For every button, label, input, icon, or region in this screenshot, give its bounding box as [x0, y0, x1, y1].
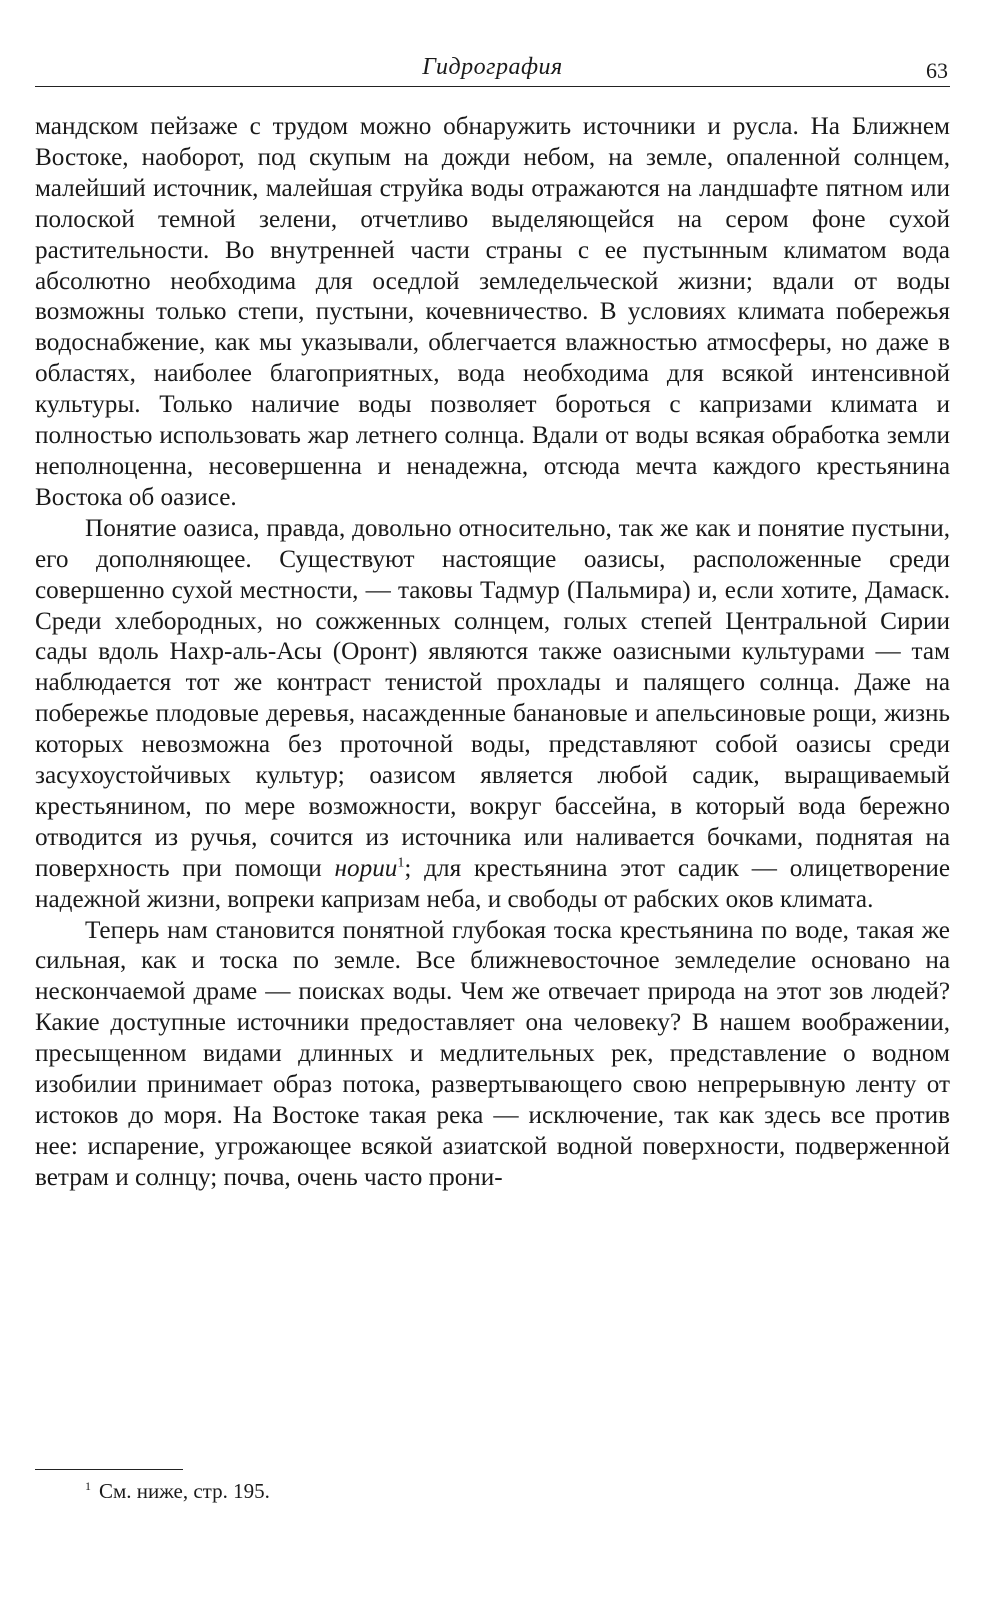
- footnote-reference: 1: [397, 855, 405, 871]
- paragraph-2-text-after: ; для крестьянина этот садик — олицетворение надежной жизни, вопреки капризам неба, и свободы от рабских оков климата.: [35, 854, 950, 913]
- page-number: 63: [926, 58, 948, 83]
- italic-term-noria: нории: [334, 854, 398, 882]
- body-text: [35, 112, 950, 1194]
- footnote-divider: [35, 1469, 183, 1470]
- running-header: [35, 52, 950, 87]
- paragraph-3: [35, 916, 950, 1194]
- running-title: Гидрография: [422, 54, 563, 80]
- paragraph-2: [35, 514, 950, 916]
- paragraph-1: [35, 112, 950, 514]
- paragraph-1-text: мандском пейзаже с трудом можно обнаружить источники и русла. На Ближнем Востоке, наоборот, под скупым на дожди небом, на земле, опаленной солнцем, малейший источник, малейшая струйка воды отражаются на ландшафте пятном или полоской темной зелени, отчетливо выделяющейся на сером фоне сухой растительности. Во внутренней части страны с ее пустынным климатом вода абсолютно необходима для оседлой земледельческой жизни; вдали от воды возможны только степи, пустыни, кочевничество. В условиях климата побережья водоснабжение, как мы указывали, облегчается влажностью атмосферы, но даже в областях, наиболее благоприятных, вода необходима для всякой интенсивной культуры. Только наличие воды позволяет бороться с капризами климата и полностью использовать жар летнего солнца. Вдали от воды всякая обработка земли неполноценна, несовершенна и ненадежна, отсюда мечта каждого крестьянина Востока об оазисе.: [35, 113, 950, 511]
- footnote: [85, 1478, 270, 1504]
- footnote-text: См. ниже, стр. 195.: [99, 1479, 270, 1503]
- paragraph-2-text: Понятие оазиса, правда, довольно относительно, так же как и понятие пустыни, его дополняющее. Существуют настоящие оазисы, расположенные среди совершенно сухой местности, — таковы Тадмур (Пальмира) и, если хотите, Дамаск. Среди хлебородных, но сожженных солнцем, голых степей Центральной Сирии сады вдоль Нахр-аль-Асы (Оронт) являются также оазисными культурами — там наблюдается тот же контраст тенистой прохлады и палящего солнца. Даже на побережье плодовые деревья, насажденные банановые и апельсиновые рощи, жизнь которых невозможна без проточной воды, представляют собой оазисы среди засухоустойчивых культур; оазисом является любой садик, выращиваемый крестьянином, по мере возможности, вокруг бассейна, в который вода бережно отводится из ручья, сочится из источника или наливается бочками, поднятая на поверхность при помощи: [35, 514, 950, 882]
- paragraph-3-text: Теперь нам становится понятной глубокая тоска крестьянина по воде, такая же сильная, как и тоска по земле. Все ближневосточное земледелие основано на нескончаемой драме — поисках воды. Чем же отвечает природа на этот зов людей? Какие доступные источники предоставляет она человеку? В нашем воображении, пресыщенном видами длинных и медлительных рек, представление о водном изобилии принимает образ потока, развертывающего свою непрерывную ленту от истоков до моря. На Востоке такая река — исключение, так как здесь все против нее: испарение, угрожающее всякой азиатской водной поверхности, подверженной ветрам и солнцу; почва, очень часто прони-: [35, 916, 950, 1191]
- footnote-mark: 1: [85, 1479, 91, 1493]
